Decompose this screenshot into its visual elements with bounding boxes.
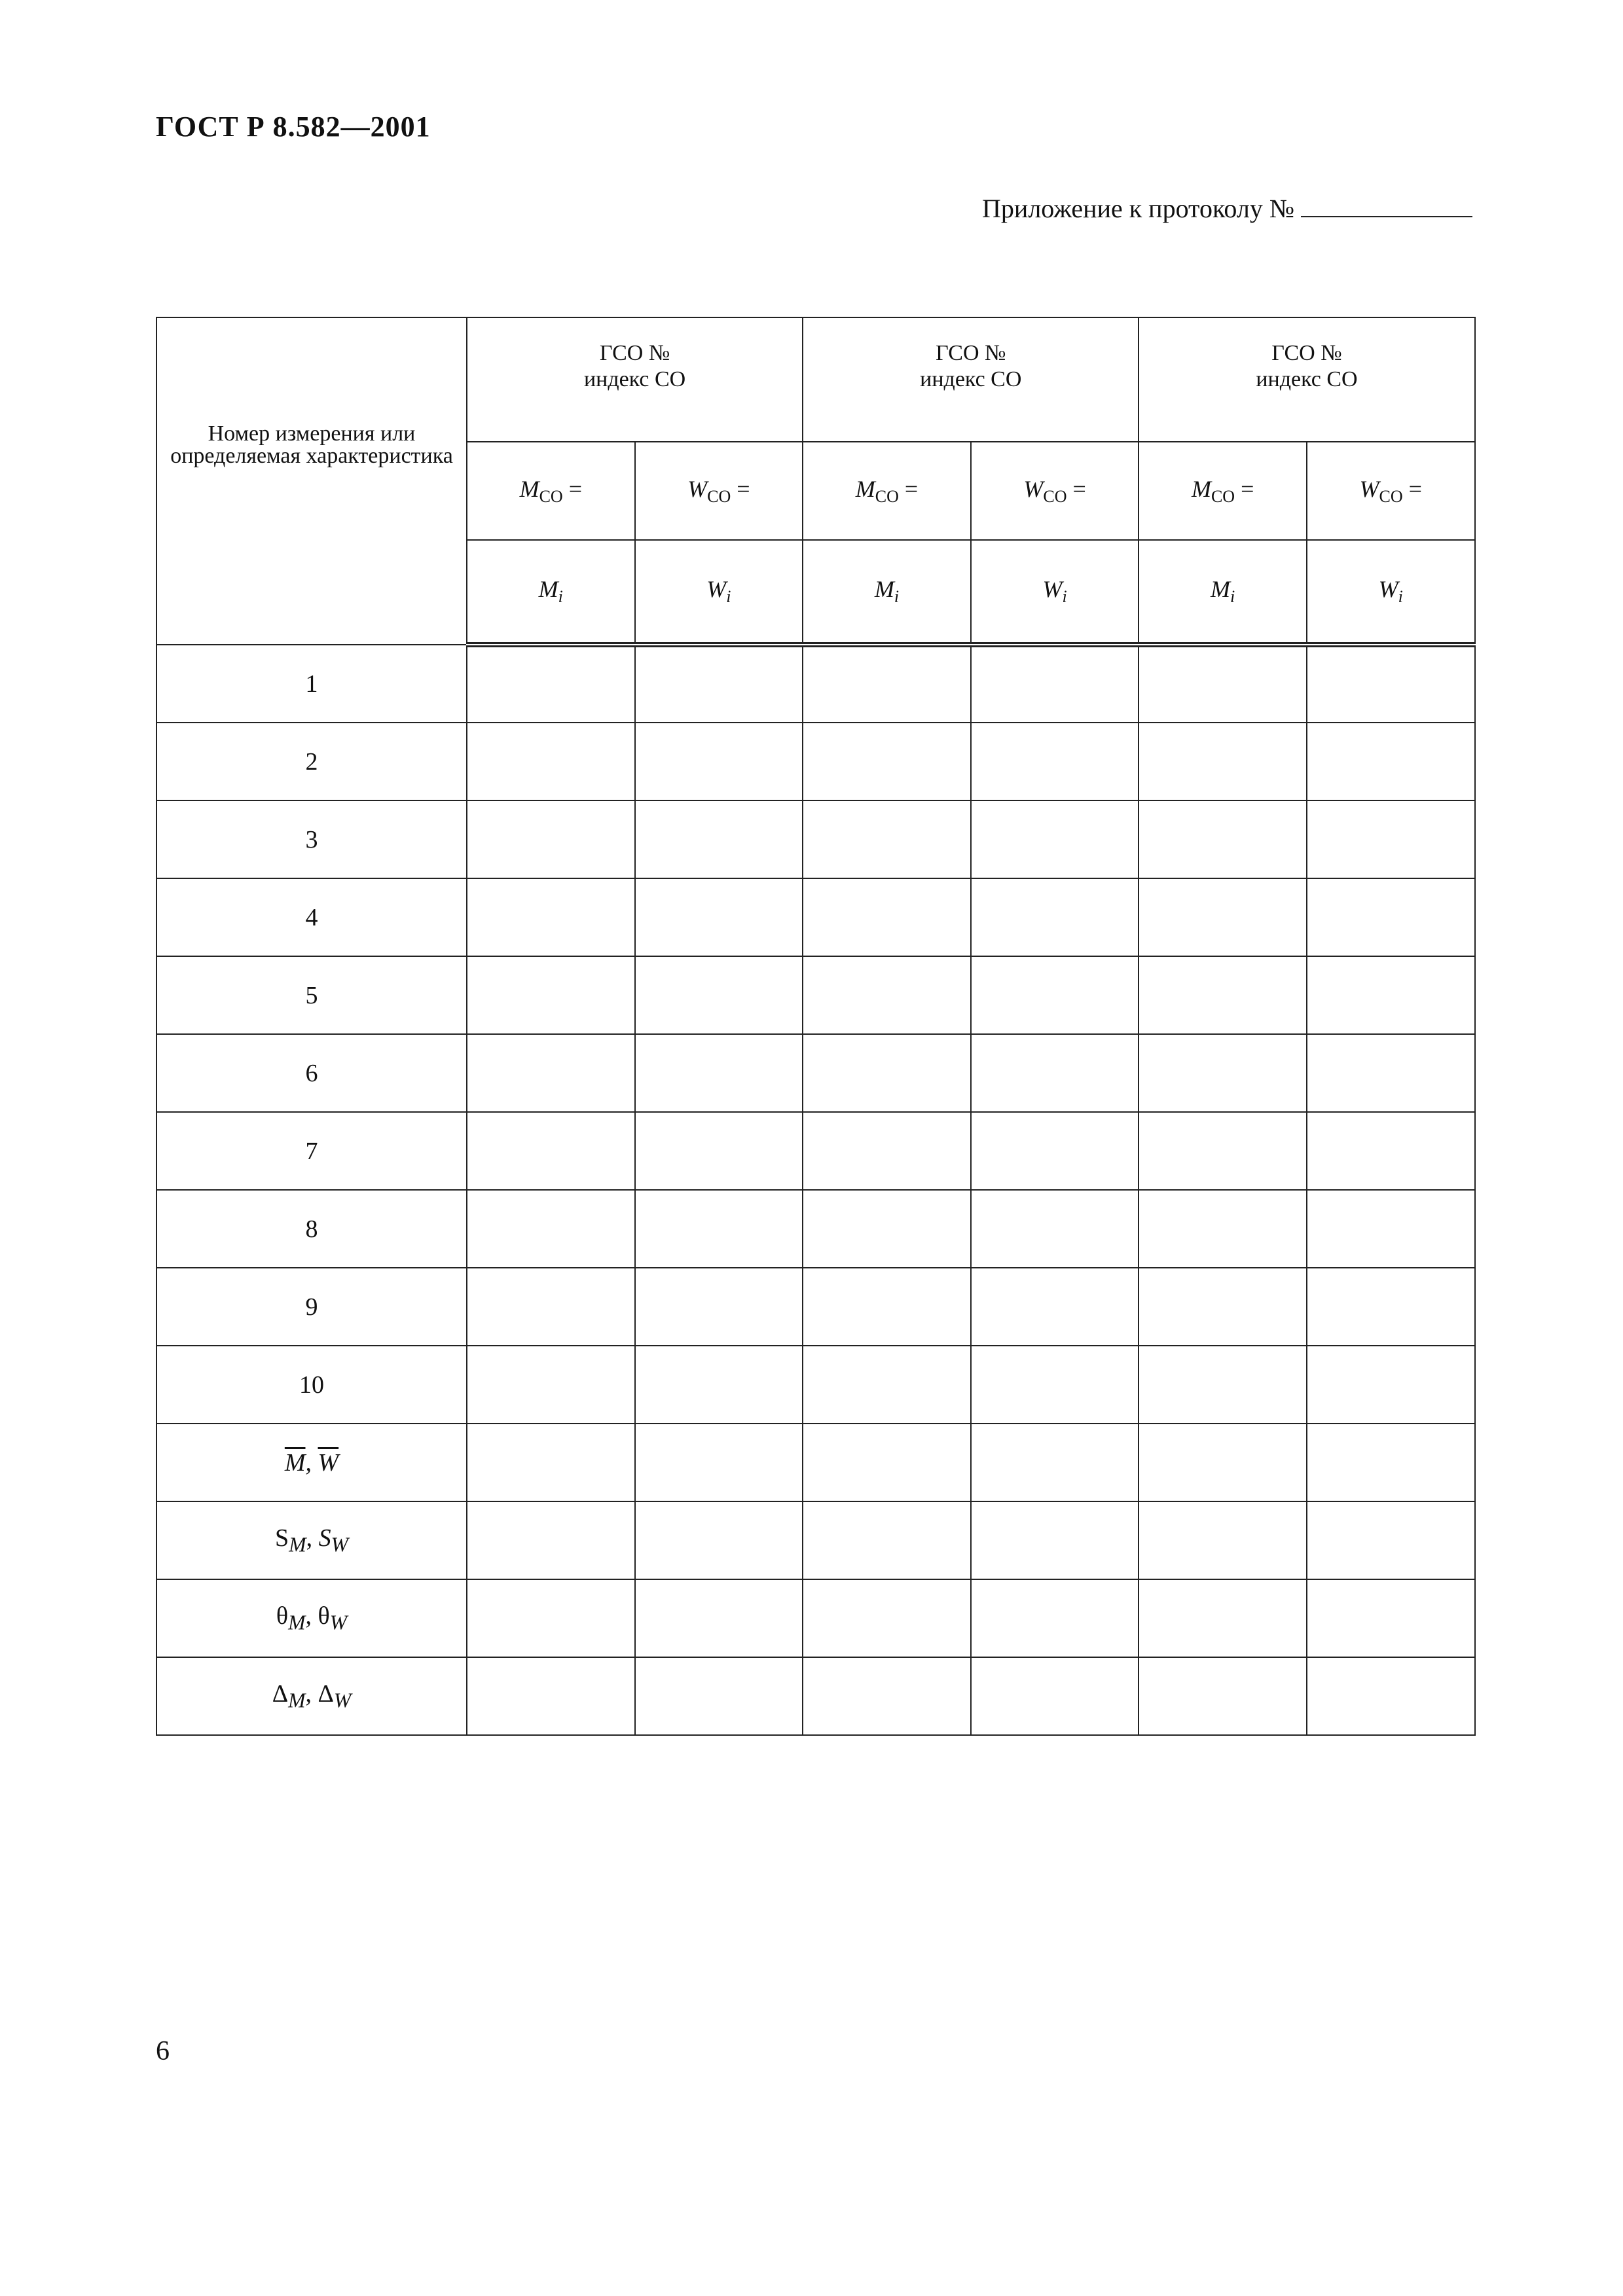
m-i-cell: [467, 540, 635, 645]
w-i-symbol: [1378, 576, 1403, 607]
w-i-symbol: [1042, 576, 1067, 607]
row-label-cell: [156, 1268, 467, 1346]
table-row: [156, 1112, 1475, 1190]
data-cell: [467, 1190, 635, 1268]
data-cell: [635, 1112, 803, 1190]
data-cell: [1139, 956, 1307, 1034]
measurement-table: [156, 317, 1476, 1736]
row-number: 7: [305, 1137, 318, 1165]
equals-sign: =: [731, 475, 750, 502]
symbol-base: W: [1378, 576, 1398, 603]
data-cell: [803, 800, 971, 878]
data-cell: [1139, 800, 1307, 878]
data-cell: [1139, 1190, 1307, 1268]
w-i-cell: [1307, 540, 1475, 645]
w-co-symbol: [1023, 475, 1086, 507]
w-i-cell: [635, 540, 803, 645]
data-cell: [467, 1346, 635, 1424]
equals-sign: =: [1067, 475, 1086, 502]
symbol-subscript: СО: [875, 487, 899, 507]
data-cell: [467, 1579, 635, 1657]
table-body: [156, 645, 1475, 1735]
data-cell: [635, 1034, 803, 1112]
row-label-cell: [156, 1501, 467, 1579]
data-cell: [971, 1190, 1139, 1268]
data-cell: [1139, 1034, 1307, 1112]
row-label-cell: [156, 645, 467, 723]
row-label-cell: [156, 800, 467, 878]
table-row: [156, 956, 1475, 1034]
row-label-cell: [156, 1112, 467, 1190]
table-row: [156, 878, 1475, 956]
data-cell: [971, 645, 1139, 723]
row-number: 1: [305, 670, 318, 698]
data-cell: [1307, 1346, 1475, 1424]
stat-base: S: [318, 1524, 331, 1552]
data-cell: [971, 1579, 1139, 1657]
symbol-subscript: i: [1230, 587, 1235, 607]
group-index: индекс СО: [920, 367, 1022, 391]
mean-w: $\overline{W}$: [318, 1448, 339, 1477]
data-cell: [467, 1501, 635, 1579]
symbol-base: M: [1211, 576, 1231, 603]
stat-base: θ: [276, 1602, 289, 1630]
data-cell: [971, 1501, 1139, 1579]
symbol-subscript: СО: [1211, 487, 1235, 507]
group-header-3: [1139, 317, 1474, 442]
w-co-symbol: [687, 475, 750, 507]
table-row: [156, 645, 1475, 723]
symbol-base: M: [538, 576, 558, 603]
equals-sign: =: [1402, 475, 1422, 502]
data-cell: [803, 645, 971, 723]
stat-subscript: M: [288, 1689, 306, 1712]
m-co-symbol: [1191, 475, 1254, 507]
data-cell: [635, 1657, 803, 1735]
symbol-base: W: [1359, 475, 1379, 502]
theta-label: [276, 1602, 348, 1634]
data-cell: [635, 723, 803, 800]
table-row: [156, 1190, 1475, 1268]
data-cell: [1139, 1112, 1307, 1190]
data-cell: [1139, 1268, 1307, 1346]
data-cell: [635, 956, 803, 1034]
data-cell: [1139, 878, 1307, 956]
data-cell: [1307, 1190, 1475, 1268]
row-label-cell: [156, 1424, 467, 1501]
symbol-base: W: [1042, 576, 1063, 603]
symbol-base: M: [855, 475, 875, 502]
symbol-subscript: i: [894, 587, 900, 607]
header-row-groups: [156, 317, 1475, 442]
w-co-symbol: [1359, 475, 1422, 507]
data-cell: [635, 645, 803, 723]
data-cell: [635, 1268, 803, 1346]
data-cell: [1139, 1579, 1307, 1657]
table-row: [156, 1579, 1475, 1657]
group-index: индекс СО: [583, 367, 686, 391]
equals-sign: =: [1235, 475, 1254, 502]
data-cell: [467, 1268, 635, 1346]
data-cell: [1307, 1424, 1475, 1501]
table-row: [156, 1034, 1475, 1112]
data-cell: [467, 1034, 635, 1112]
data-cell: [1139, 1657, 1307, 1735]
w-co-cell: [1307, 442, 1475, 540]
group-header-1: [467, 317, 803, 442]
data-cell: [1139, 1346, 1307, 1424]
row-number: 6: [305, 1059, 318, 1087]
symbol-subscript: СО: [707, 487, 731, 507]
data-cell: [803, 1657, 971, 1735]
data-cell: [635, 1346, 803, 1424]
data-cell: [803, 1034, 971, 1112]
symbol-subscript: i: [1398, 587, 1403, 607]
left-header-text: Номер измерения или определяемая характеристика: [170, 422, 453, 468]
appendix-line: [982, 193, 1472, 224]
row-label-cell: [156, 956, 467, 1034]
stat-base: S: [275, 1524, 289, 1552]
data-cell: [467, 1424, 635, 1501]
w-i-symbol: [706, 576, 731, 607]
data-cell: [635, 1190, 803, 1268]
group-title: ГСО №: [599, 341, 670, 365]
stat-base: Δ: [318, 1680, 334, 1708]
symbol-subscript: СО: [1043, 487, 1067, 507]
data-cell: [803, 1112, 971, 1190]
row-label-cell: [156, 1657, 467, 1735]
table-row: [156, 1268, 1475, 1346]
data-cell: [971, 723, 1139, 800]
equals-sign: =: [898, 475, 919, 502]
data-cell: [467, 1657, 635, 1735]
data-cell: [1307, 723, 1475, 800]
stat-subscript: M: [289, 1533, 306, 1556]
row-label-cell: [156, 878, 467, 956]
data-cell: [467, 723, 635, 800]
m-co-symbol: [519, 475, 583, 507]
row-number: 8: [305, 1215, 318, 1243]
data-cell: [1139, 723, 1307, 800]
m-co-cell: [1139, 442, 1307, 540]
symbol-subscript: i: [1062, 587, 1067, 607]
symbol-subscript: СО: [1379, 487, 1403, 507]
stat-base: Δ: [272, 1680, 289, 1708]
data-cell: [635, 800, 803, 878]
data-cell: [1307, 1579, 1475, 1657]
symbol-base: M: [519, 475, 539, 502]
data-cell: [971, 878, 1139, 956]
data-cell: [971, 1112, 1139, 1190]
appendix-label: Приложение к протоколу №: [982, 194, 1294, 223]
data-cell: [803, 1424, 971, 1501]
table-row: [156, 723, 1475, 800]
data-cell: [971, 1424, 1139, 1501]
data-cell: [971, 1346, 1139, 1424]
data-cell: [1139, 645, 1307, 723]
data-cell: [971, 1034, 1139, 1112]
data-cell: [1307, 1657, 1475, 1735]
data-cell: [467, 645, 635, 723]
data-cell: [1307, 956, 1475, 1034]
m-i-symbol: [538, 576, 563, 607]
row-label-cell: [156, 1346, 467, 1424]
group-header-2: [803, 317, 1139, 442]
stat-subscript: W: [329, 1611, 348, 1634]
data-cell: [1307, 800, 1475, 878]
data-cell: [803, 1190, 971, 1268]
symbol-base: W: [1023, 475, 1044, 502]
data-cell: [1307, 645, 1475, 723]
delta-label: [272, 1680, 352, 1712]
symbol-base: M: [874, 576, 894, 603]
stat-subscript: W: [333, 1689, 352, 1712]
table-row: [156, 1501, 1475, 1579]
m-co-cell: [467, 442, 635, 540]
m-i-cell: [803, 540, 971, 645]
s-label: [275, 1524, 348, 1556]
symbol-base: W: [687, 475, 708, 502]
group-title: ГСО №: [1271, 341, 1342, 365]
protocol-number-blank: [1301, 196, 1472, 217]
symbol-base: M: [1191, 475, 1211, 502]
symbol-base: W: [706, 576, 727, 603]
w-co-cell: [635, 442, 803, 540]
table-row: [156, 1346, 1475, 1424]
data-cell: [1139, 1501, 1307, 1579]
data-cell: [803, 723, 971, 800]
data-cell: [1139, 1424, 1307, 1501]
data-cell: [1307, 1268, 1475, 1346]
data-cell: [803, 878, 971, 956]
data-cell: [971, 1657, 1139, 1735]
w-i-cell: [971, 540, 1139, 645]
data-cell: [635, 1501, 803, 1579]
stat-subscript: M: [288, 1611, 306, 1634]
m-i-cell: [1139, 540, 1307, 645]
row-label-cell: [156, 1190, 467, 1268]
data-cell: [1307, 878, 1475, 956]
mean-label: [285, 1449, 338, 1477]
row-number: 4: [305, 903, 318, 931]
mean-m: $\overline{M}$: [284, 1448, 306, 1477]
row-number: 5: [305, 981, 318, 1009]
data-cell: [971, 800, 1139, 878]
data-cell: [1307, 1034, 1475, 1112]
symbol-subscript: СО: [539, 487, 563, 507]
group-title: ГСО №: [936, 341, 1006, 365]
group-index: индекс СО: [1256, 367, 1358, 391]
table-row: [156, 800, 1475, 878]
m-co-cell: [803, 442, 971, 540]
data-cell: [467, 1112, 635, 1190]
row-label-cell: [156, 1034, 467, 1112]
m-i-symbol: [1211, 576, 1235, 607]
symbol-subscript: i: [558, 587, 563, 607]
stat-subscript: W: [331, 1533, 348, 1556]
symbol-subscript: i: [726, 587, 731, 607]
stat-base: θ: [318, 1602, 330, 1630]
data-cell: [803, 1346, 971, 1424]
data-cell: [635, 1424, 803, 1501]
data-cell: [467, 878, 635, 956]
table-row: [156, 1657, 1475, 1735]
data-cell: [635, 1579, 803, 1657]
data-cell: [971, 956, 1139, 1034]
data-cell: [635, 878, 803, 956]
page-number: 6: [156, 2036, 170, 2066]
data-cell: [971, 1268, 1139, 1346]
row-number: 10: [299, 1371, 324, 1399]
row-number: 2: [305, 747, 318, 776]
data-cell: [803, 1579, 971, 1657]
table-row: [156, 1424, 1475, 1501]
row-label-cell: [156, 1579, 467, 1657]
m-co-symbol: [855, 475, 919, 507]
row-number: 9: [305, 1293, 318, 1321]
document-code: ГОСТ Р 8.582—2001: [156, 111, 431, 143]
separator: ,: [305, 1448, 318, 1477]
data-cell: [467, 800, 635, 878]
m-i-symbol: [874, 576, 900, 607]
separator: ,: [305, 1680, 318, 1708]
data-cell: [1307, 1112, 1475, 1190]
separator: ,: [305, 1602, 318, 1630]
w-co-cell: [971, 442, 1139, 540]
left-header-cell: [156, 317, 467, 645]
data-cell: [803, 1501, 971, 1579]
data-cell: [467, 956, 635, 1034]
separator: ,: [306, 1524, 319, 1552]
row-number: 3: [305, 825, 318, 853]
data-cell: [803, 1268, 971, 1346]
data-cell: [803, 956, 971, 1034]
data-cell: [1307, 1501, 1475, 1579]
row-label-cell: [156, 723, 467, 800]
equals-sign: =: [562, 475, 583, 502]
